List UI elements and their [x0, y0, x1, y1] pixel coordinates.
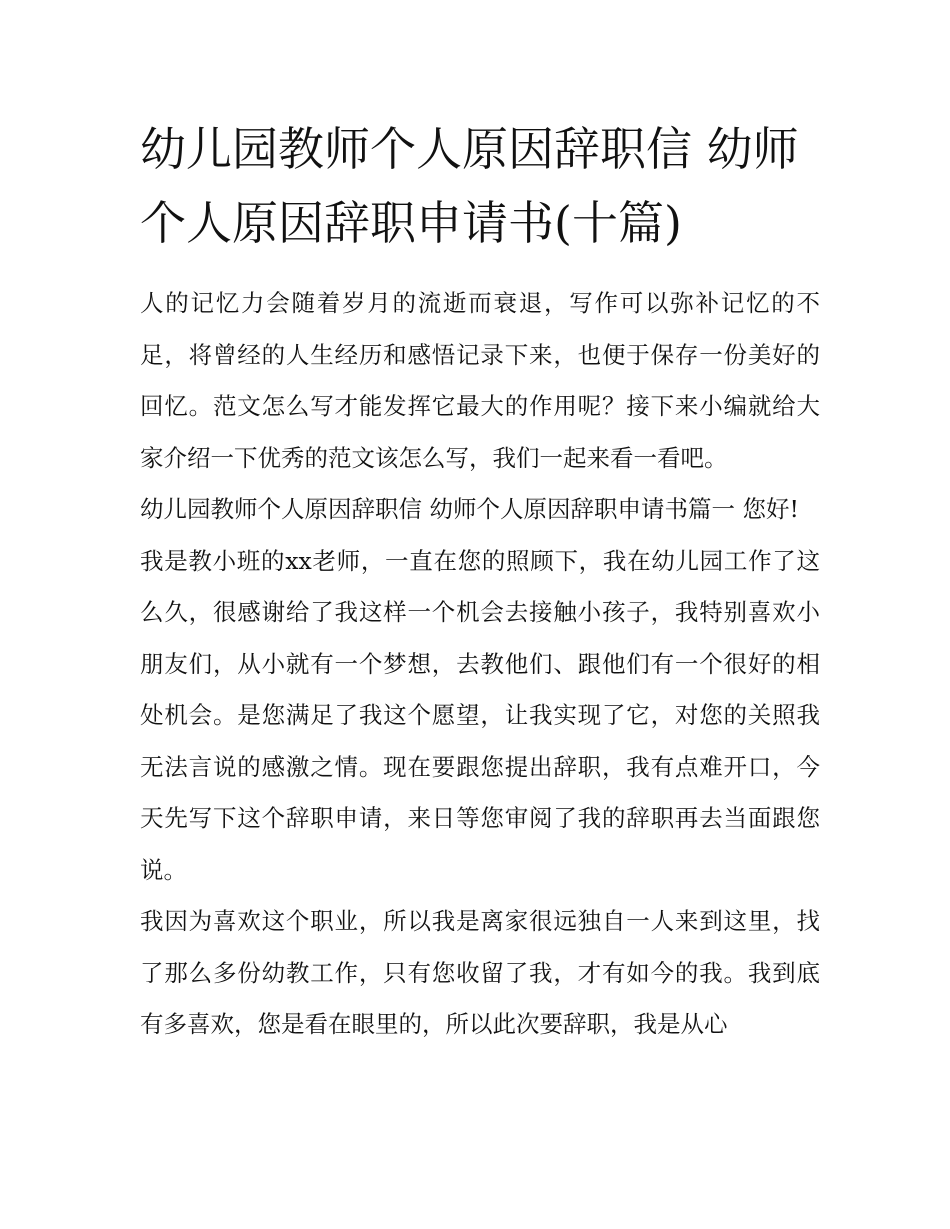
- document-title: 幼儿园教师个人原因辞职信 幼师个人原因辞职申请书(十篇): [140, 122, 799, 250]
- paragraph-intro: 人的记忆力会随着岁月的流逝而衰退，写作可以弥补记忆的不足，将曾经的人生经历和感悟记录下来，也便于保存一份美好的回忆。范文怎么写才能发挥它最大的作用呢？接下来小编就给大家介绍一下优秀的范文该怎么写，我们一起来看一看吧。: [140, 289, 820, 472]
- paragraph-letter-body-2: 我因为喜欢这个职业，所以我是离家很远独自一人来到这里，找了那么多份幼教工作，只有您收留了我，才有如今的我。我到底有多喜欢，您是看在眼里的，所以此次要辞职，我是从心: [140, 907, 820, 1038]
- document-body: [140, 278, 820, 1051]
- paragraph-letter-body-1: 我是教小班的xx老师，一直在您的照顾下，我在幼儿园工作了这么久，很感谢给了我这样一个机会去接触小孩子，我特别喜欢小朋友们，从小就有一个梦想，去教他们、跟他们有一个很好的相处机会。是您满足了我这个愿望，让我实现了它，对您的关照我无法言说的感激之情。现在要跟您提出辞职，我有点难开口，今天先写下这个辞职申请，来日等您审阅了我的辞职再去当面跟您说。: [140, 546, 820, 884]
- paragraph-heading-greeting: 幼儿园教师个人原因辞职信 幼师个人原因辞职申请书篇一 您好!: [140, 495, 799, 523]
